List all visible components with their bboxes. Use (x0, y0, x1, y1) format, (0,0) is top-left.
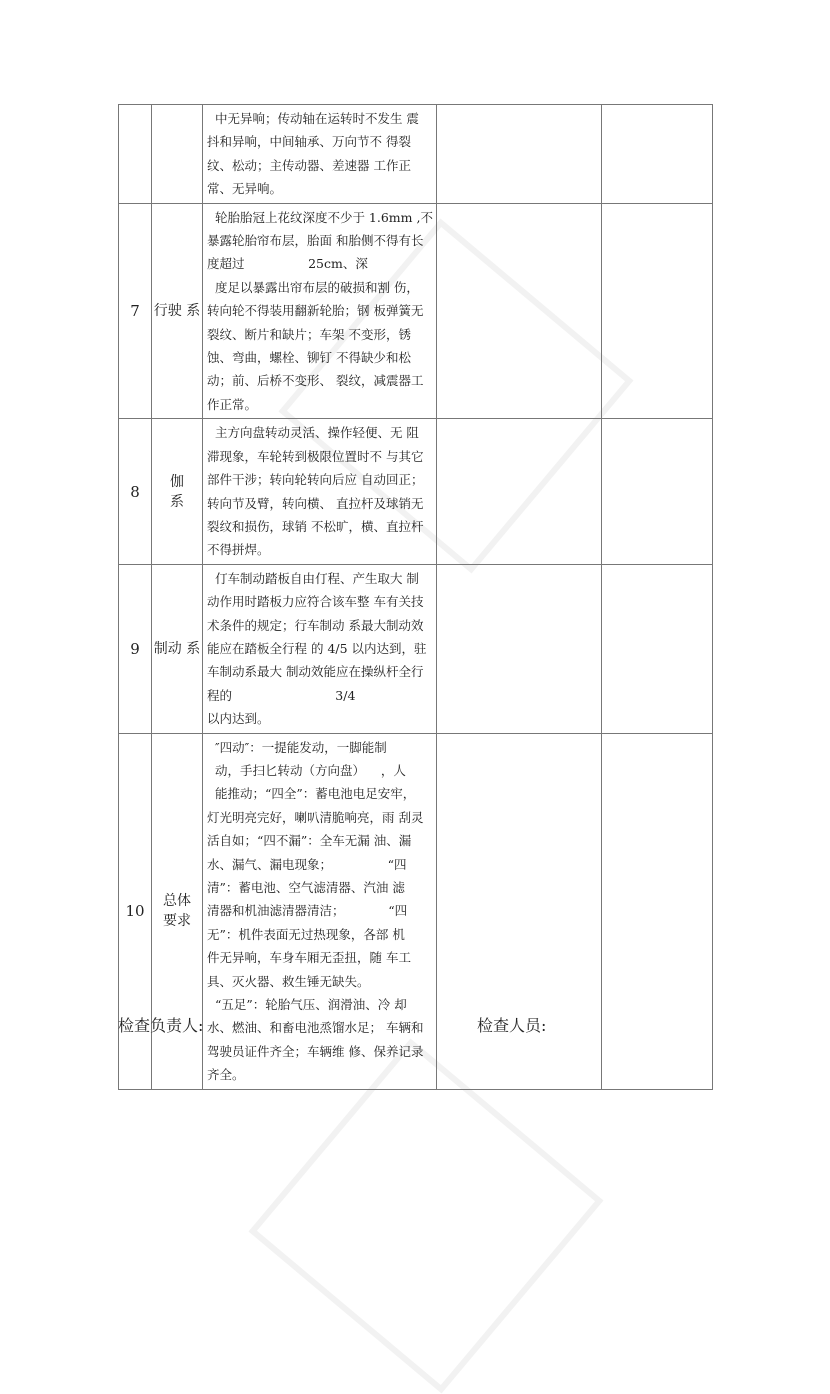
remarks-cell[interactable] (602, 733, 713, 1089)
requirement-text (203, 564, 437, 733)
requirement-line: 裂纹、断片和缺片；车架 不变形，锈 (207, 326, 411, 342)
item-number: 9 (119, 564, 152, 733)
requirement-line: 裂纹和损伤，球销 不松旷，横、直拉杆 (207, 518, 424, 534)
requirement-line: 转向轮不得装用翻新轮胎；钢 板弹簧无 (207, 303, 424, 319)
requirement-line: 清”：蓄电池、空气滤清器、汽油 滤 (207, 880, 405, 895)
watermark-shape-lower (248, 1038, 603, 1393)
requirement-line: 驾驶员证件齐全；车辆维 修、保养记录 (207, 1043, 424, 1059)
requirement-line: “五足”：轮胎气压、润滑油、冷 却 (207, 997, 407, 1013)
requirement-line: 动作用时踏板力应符合该车整 车有关技 (207, 594, 424, 610)
system-name: 行驶 系 (152, 203, 203, 419)
table-row (119, 419, 713, 564)
requirement-line: 蚀、弯曲，螺栓、铆钉 不得缺少和松 (207, 350, 411, 366)
item-number: 8 (119, 419, 152, 564)
remarks-cell[interactable] (602, 564, 713, 733)
requirement-text (203, 419, 437, 564)
requirement-line: 常、无异响。 (207, 181, 283, 197)
requirement-line: 齐全。 (207, 1067, 245, 1083)
requirement-line: 暴露轮胎帘布层，胎面 和胎侧不得有长 (207, 233, 424, 249)
remarks-cell[interactable] (602, 203, 713, 419)
requirement-line: ″四动″：一提能发动，一脚能制 (207, 739, 387, 755)
requirement-line: 清器和机油滤清器清洁； “四 (207, 903, 408, 919)
requirement-line: 滞现象，车轮转到极限位置时不 与其它 (207, 448, 424, 464)
inspection-leader-label: 检查负责人: (118, 1016, 204, 1035)
requirement-text (203, 203, 437, 419)
requirement-line: 无”：机件表面无过热现象，各部 机 (207, 926, 405, 942)
requirement-line: 车制动系最大 制动效能应在操纵杆全行 (207, 664, 424, 680)
table-row (119, 564, 713, 733)
table-row (119, 203, 713, 419)
check-result-cell[interactable] (437, 419, 602, 564)
check-result-cell[interactable] (437, 105, 602, 204)
requirement-line: 中无异响；传动轴在运转时不发生 震 (207, 111, 419, 126)
requirement-line: 抖和异响，中间轴承、万向节不 得裂 (207, 134, 411, 150)
system-name: 总体 要求 (152, 733, 203, 1089)
system-name: 伽 系 (152, 419, 203, 564)
requirement-line: 仃车制动踏板自由仃程、产生取大 制 (207, 570, 419, 586)
requirement-line: 动，手扫匕转动（方向盘） ，人 (207, 762, 406, 778)
system-name: 制动 系 (152, 564, 203, 733)
system-name (152, 105, 203, 204)
item-number (119, 105, 152, 204)
inspector-label: 检查人员: (477, 1016, 547, 1035)
check-result-cell[interactable] (437, 564, 602, 733)
requirement-text (203, 105, 437, 204)
table-row (119, 733, 713, 1089)
requirement-line: 轮胎胎冠上花纹深度不少于 1.6mm ,不 (207, 209, 433, 225)
remarks-cell[interactable] (602, 419, 713, 564)
requirement-line: 动；前、后桥不变形、 裂纹，减震器工 (207, 373, 424, 389)
remarks-cell[interactable] (602, 105, 713, 204)
requirement-line: 件无异响，车身车厢无歪扭，随 车工 (207, 950, 411, 966)
requirement-line: 度超过 25cm、深 (207, 256, 368, 272)
requirement-line: 部件干涉；转向轮转向后应 自动回正； (207, 472, 424, 488)
requirement-line: 转向节及臂，转向横、 直拉杆及球销无 (207, 495, 424, 511)
requirement-line: 具、灭火器、救生锤无缺失。 (207, 973, 370, 989)
requirement-line: 纹、松动；主传动器、差速器 工作正 (207, 157, 411, 173)
requirement-line: 能推动；“四全”：蓄电池电足安牢， (207, 786, 416, 802)
requirement-line: 活自如；“四不漏”：全车无漏 油、漏 (207, 833, 412, 849)
requirement-line: 作正常。 (207, 396, 258, 412)
requirement-line: 不得拼焊。 (207, 542, 270, 558)
requirement-line: 灯光明亮完好，喇叭清脆响亮，雨 刮灵 (207, 809, 424, 825)
requirement-text (203, 733, 437, 1089)
requirement-line: 能应在踏板全行程 的 4/5 以内达到，驻 (207, 640, 427, 656)
check-result-cell[interactable] (437, 203, 602, 419)
requirement-line: 度足以暴露出帘布层的破损和割 伤， (207, 279, 419, 295)
requirement-line: 水、燃油、和畜电池烝馏水足； 车辆和 (207, 1020, 424, 1036)
requirement-line: 以内达到。 (207, 711, 270, 727)
requirement-line: 程的 3/4 (207, 687, 356, 703)
requirement-line: 术条件的规定；行车制动 系最大制动效 (207, 617, 424, 633)
inspection-table (118, 104, 713, 1090)
requirement-line: 水、漏气、漏电现象； “四 (207, 856, 407, 872)
table-row (119, 105, 713, 204)
item-number: 7 (119, 203, 152, 419)
requirement-line: 主方向盘转动灵活、操作轻便、无 阻 (207, 425, 419, 441)
item-number: 10 (119, 733, 152, 1089)
